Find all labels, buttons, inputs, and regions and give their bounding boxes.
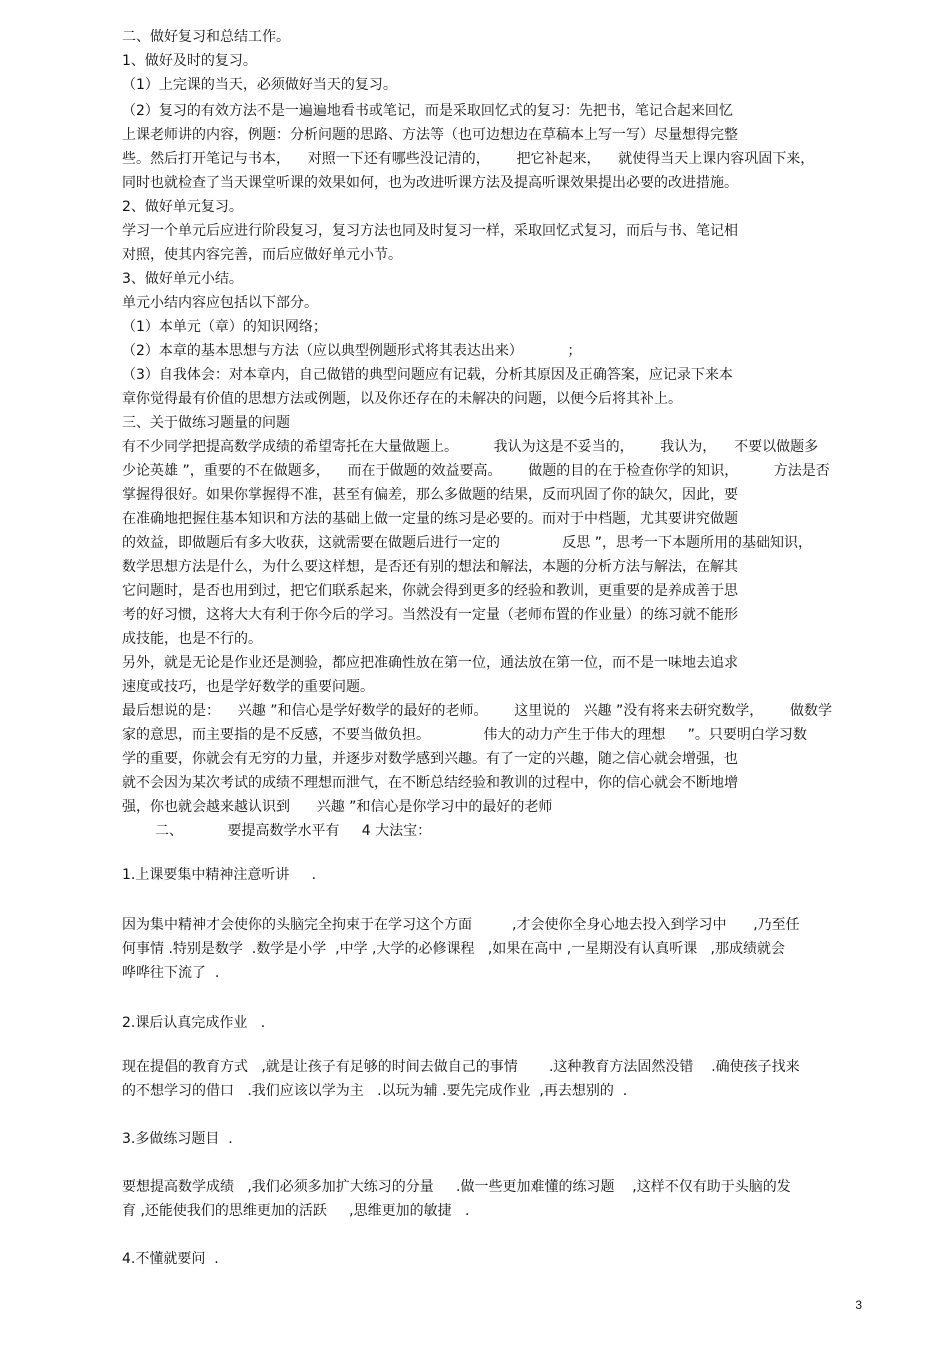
text-line: 因为集中精神才会使你的头脑完全拘束于在学习这个方面 ,才会使你全身心地去投入到学习中 ,乃至任	[122, 917, 800, 933]
text-line: 2.课后认真完成作业 .	[122, 1015, 266, 1031]
text-line: 3.多做练习题目 .	[122, 1131, 233, 1147]
page-number: 3	[855, 1298, 862, 1312]
text-line: 的效益，即做题后有多大收获，这就需要在做题后进行一定的 反思 ”，思考一下本题所用的基础知识，	[122, 535, 813, 551]
text-line: 另外，就是无论是作业还是测验，都应把准确性放在第一位，通法放在第一位，而不是一味地去追求	[122, 655, 738, 671]
text-line: （1）本单元（章）的知识网络；	[122, 319, 327, 335]
text-line: 三、关于做练习题量的问题	[122, 415, 290, 431]
text-line: 家的意思，而主要指的是不反感，不要当做负担。 伟大的动力产生于伟大的理想 ”。只要明白学习数	[122, 727, 807, 743]
text-line: 二、做好复习和总结工作。	[122, 29, 290, 45]
text-line: 学习一个单元后应进行阶段复习，复习方法也同及时复习一样，采取回忆式复习，而后与书、笔记相	[122, 223, 738, 239]
text-line: 速度或技巧，也是学好数学的重要问题。	[122, 679, 374, 695]
text-line: 的不想学习的借口 .我们应该以学为主 .以玩为辅 .要先完成作业 ,再去想别的 .	[122, 1083, 628, 1099]
text-line: 考的好习惯，这将大大有利于你今后的学习。当然没有一定量（老师布置的作业量）的练习就不能形	[122, 607, 738, 623]
text-line: 在准确地把握住基本知识和方法的基础上做一定量的练习是必要的。而对于中档题，尤其要讲究做题	[122, 511, 738, 527]
text-line: 1.上课要集中精神注意听讲 .	[122, 867, 317, 883]
text-line: 4.不懂就要问 .	[122, 1251, 219, 1267]
text-line: 现在提倡的教育方式 ,就是让孩子有足够的时间去做自己的事情 .这种教育方法固然没错 .确使孩子找来	[122, 1059, 800, 1075]
text-line: 要想提高数学成绩 ,我们必须多加扩大练习的分量 .做一些更加难懂的练习题 ,这样不仅有助于头脑的发	[122, 1179, 791, 1195]
text-line: 少论英雄 ”，重要的不在做题多， 而在于做题的效益要高。 做题的目的在于检查你学的知识， 方法是否	[122, 463, 830, 479]
text-line: 单元小结内容应包括以下部分。	[122, 295, 318, 311]
text-line: （2）复习的有效方法不是一遍遍地看书或笔记，而是采取回忆式的复习：先把书，笔记合起来回忆	[122, 103, 733, 119]
text-line: 二、 要提高数学水平有 4 大法宝：	[155, 823, 432, 839]
text-line: 2、做好单元复习。	[122, 199, 243, 215]
text-line: 些。然后打开笔记与书本， 对照一下还有哪些没记清的， 把它补起来， 就使得当天上课内容巩固下来，	[122, 151, 815, 167]
text-line: 3、做好单元小结。	[122, 271, 243, 287]
text-line: 同时也就检查了当天课堂听课的效果如何，也为改进听课方法及提高听课效果提出必要的改进措施。	[122, 175, 738, 191]
text-line: 它问题时，是否也用到过，把它们联系起来，你就会得到更多的经验和教训，更重要的是养成善于思	[122, 583, 738, 599]
text-line: 强，你也就会越来越认识到 兴趣 ”和信心是你学习中的最好的老师	[122, 799, 553, 815]
text-line: 学的重要，你就会有无穷的力量，并逐步对数学感到兴趣。有了一定的兴趣，随之信心就会增强，也	[122, 751, 738, 767]
text-line: 上课老师讲的内容，例题：分析问题的思路、方法等（也可边想边在草稿本上写一写）尽量想得完整	[122, 127, 738, 143]
text-line: 有不少同学把提高数学成绩的希望寄托在大量做题上。 我认为这是不妥当的， 我认为， 不要以做题多	[122, 439, 819, 455]
text-line: （1）上完课的当天，必须做好当天的复习。	[122, 77, 397, 93]
text-line: 掌握得很好。如果你掌握得不准，甚至有偏差，那么多做题的结果，反而巩固了你的缺欠，因此，要	[122, 487, 738, 503]
text-line: 最后想说的是： 兴趣 ”和信心是学好数学的最好的老师。 这里说的 兴趣 ”没有将来去研究数学， 做数学	[122, 703, 832, 719]
text-line: 对照，使其内容完善，而后应做好单元小节。	[122, 247, 402, 263]
text-line: 就不会因为某次考试的成绩不理想而泄气，在不断总结经验和教训的过程中，你的信心就会不断地增	[122, 775, 738, 791]
text-line: 何事情 .特别是数学 .数学是小学 ,中学 ,大学的必修课程 ,如果在高中 ,一星期没有认真听课 ,那成绩就会	[122, 941, 786, 957]
text-line: 哗哗往下流了 .	[122, 965, 220, 981]
text-line: 1、做好及时的复习。	[122, 53, 257, 69]
text-line: 成技能，也是不行的。	[122, 631, 262, 647]
text-line: （3）自我体会：对本章内，自己做错的典型问题应有记载，分析其原因及正确答案，应记录下来本	[122, 367, 733, 383]
text-line: （2）本章的基本思想与方法（应以典型例题形式将其表达出来） ；	[122, 343, 582, 359]
text-line: 数学思想方法是什么，为什么要这样想，是否还有别的想法和解法，本题的分析方法与解法，在解其	[122, 559, 738, 575]
text-line: 育 ,还能使我们的思维更加的活跃 ,思维更加的敏捷 .	[122, 1203, 470, 1219]
text-line: 章你觉得最有价值的思想方法或例题，以及你还存在的未解决的问题，以便今后将其补上。	[122, 391, 682, 407]
